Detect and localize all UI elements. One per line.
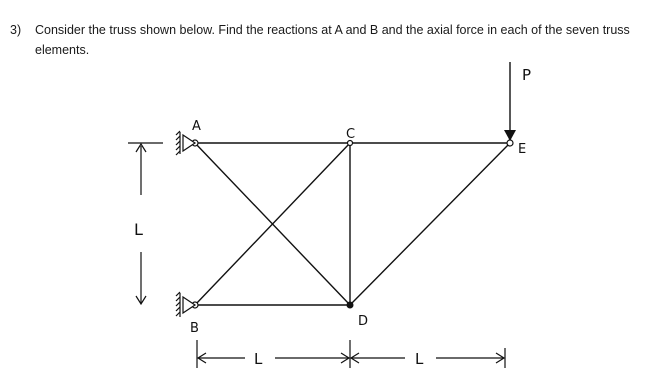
joint-D-pin bbox=[347, 302, 354, 309]
node-label-C: C bbox=[346, 127, 356, 142]
span-dimensions bbox=[197, 340, 505, 368]
node-label-A: A bbox=[192, 119, 201, 134]
load-label: P bbox=[522, 66, 532, 84]
span-label-1: L bbox=[254, 350, 263, 368]
support-A bbox=[176, 131, 195, 155]
node-label-B: B bbox=[190, 321, 199, 336]
problem-text: Consider the truss shown below. Find the reactions at A and B and the axial force in each of the seven truss elements. bbox=[35, 23, 630, 57]
problem-number: 3) bbox=[10, 23, 22, 37]
height-label: L bbox=[134, 220, 143, 239]
node-label-D: D bbox=[358, 314, 369, 329]
joint-E-pin bbox=[507, 140, 513, 146]
node-label-E: E bbox=[518, 142, 527, 157]
support-B bbox=[176, 292, 195, 317]
joint-pins bbox=[192, 140, 513, 308]
load-arrow bbox=[504, 62, 516, 141]
truss-members bbox=[195, 143, 510, 305]
member-DE bbox=[350, 143, 510, 305]
span-label-2: L bbox=[415, 350, 424, 368]
